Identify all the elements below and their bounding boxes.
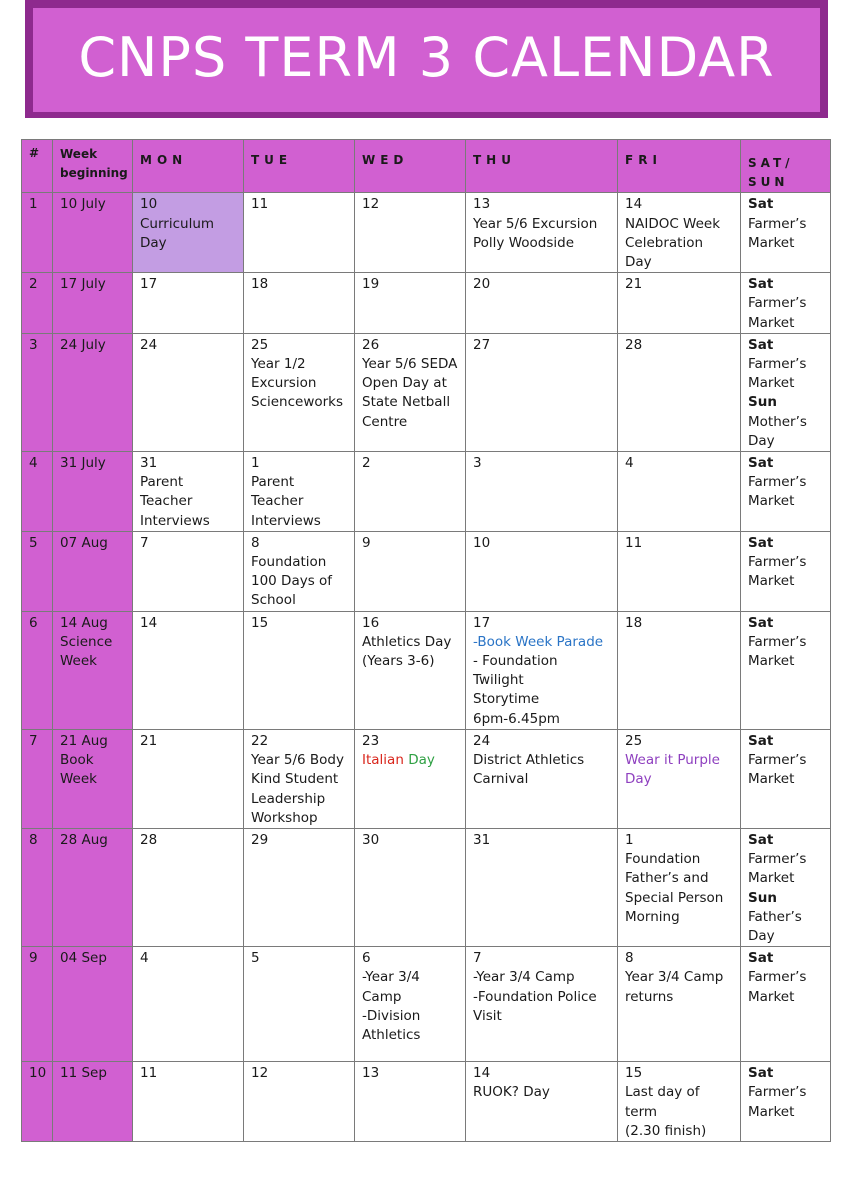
date-number: 13 <box>362 1065 380 1082</box>
event-line: Market <box>748 1103 795 1120</box>
event-line: Market <box>748 573 795 590</box>
event-line: Farmer’s <box>748 295 807 312</box>
event-line: Carnival <box>473 771 529 788</box>
event-line: Athletics Day <box>362 633 452 650</box>
day-cell-mon <box>133 828 244 946</box>
header-week-beginning <box>53 140 133 193</box>
date-number: 24 <box>140 336 158 353</box>
date-number: 11 <box>140 1065 158 1082</box>
event-line: Market <box>748 988 795 1005</box>
date-number: 25 <box>625 732 643 749</box>
header-week-line2: beginning <box>60 166 128 181</box>
event-line: 6pm-6.45pm <box>473 710 560 727</box>
event-line: Last day of term <box>625 1084 700 1120</box>
event-line: District Athletics <box>473 752 585 769</box>
day-cell-fri <box>618 828 741 946</box>
day-cell-tue <box>244 193 355 273</box>
weekend-day-label: Sat <box>748 276 774 293</box>
day-cell-fri <box>618 193 741 273</box>
week-number: 5 <box>22 531 53 611</box>
date-number: 1 <box>251 455 260 472</box>
date-number: 28 <box>625 336 643 353</box>
day-cell-wed <box>355 1062 466 1142</box>
header-wed: WED <box>355 140 466 193</box>
event-line <box>362 751 458 770</box>
weekend-day-label: Sat <box>748 455 774 472</box>
date-number: 6 <box>362 950 371 967</box>
header-fri: FRI <box>618 140 741 193</box>
event-line: Farmer’s <box>748 474 807 491</box>
week-beginning-line: 28 Aug <box>60 831 108 848</box>
header-row <box>22 140 831 193</box>
week-number: 3 <box>22 333 53 451</box>
date-number: 31 <box>140 455 158 472</box>
event-line: Farmer’s <box>748 969 807 986</box>
weekend-day-label: Sat <box>748 950 774 967</box>
week-row <box>22 452 831 532</box>
date-number: 3 <box>473 455 482 472</box>
event-line: RUOK? Day <box>473 1084 550 1101</box>
day-cell-fri <box>618 729 741 828</box>
event-line: Market <box>748 493 795 510</box>
day-cell-tue <box>244 828 355 946</box>
day-cell-thu <box>466 273 618 334</box>
week-beginning <box>53 452 133 532</box>
title-banner <box>25 0 828 118</box>
day-cell-wed <box>355 947 466 1062</box>
event-line: Teacher <box>251 493 304 510</box>
event-line: Year 3/4 Camp <box>625 969 724 986</box>
event-line: Day <box>748 432 775 449</box>
week-beginning-line: 10 July <box>60 196 106 213</box>
day-cell-wed <box>355 273 466 334</box>
event-line: Farmer’s <box>748 633 807 650</box>
week-beginning-line: Week <box>60 653 97 670</box>
event-line: Storytime <box>473 691 540 708</box>
date-number: 12 <box>362 196 380 213</box>
weekend-day-label: Sun <box>748 889 777 906</box>
header-week-line1: Week <box>60 147 98 161</box>
event-line: Wear it Purple <box>625 752 720 769</box>
day-cell-weekend <box>741 531 831 611</box>
weekend-day-label: Sat <box>748 196 774 213</box>
day-cell-weekend <box>741 947 831 1062</box>
day-cell-wed <box>355 452 466 532</box>
day-cell-thu <box>466 531 618 611</box>
event-line: - Foundation Twilight <box>473 653 558 689</box>
event-line: -Book Week Parade <box>473 633 604 650</box>
week-row <box>22 273 831 334</box>
week-row <box>22 1062 831 1142</box>
event-line: Leadership <box>251 790 326 807</box>
date-number: 19 <box>362 276 380 293</box>
week-beginning <box>53 729 133 828</box>
date-number: 5 <box>251 950 260 967</box>
day-cell-weekend <box>741 193 831 273</box>
date-number: 11 <box>251 196 269 213</box>
week-number: 8 <box>22 828 53 946</box>
event-line: Market <box>748 870 795 887</box>
week-number: 7 <box>22 729 53 828</box>
week-beginning-line: Week <box>60 771 97 788</box>
event-line: Market <box>748 653 795 670</box>
day-cell-tue <box>244 333 355 451</box>
date-number: 4 <box>625 455 634 472</box>
date-number: 26 <box>362 336 380 353</box>
week-beginning <box>53 947 133 1062</box>
date-number: 31 <box>473 831 491 848</box>
day-cell-tue <box>244 729 355 828</box>
week-row <box>22 828 831 946</box>
date-number: 14 <box>625 196 643 213</box>
date-number: 9 <box>362 534 371 551</box>
date-number: 21 <box>140 732 158 749</box>
event-line: Market <box>748 375 795 392</box>
event-word-day: Day <box>408 752 435 769</box>
event-line: Market <box>748 771 795 788</box>
week-beginning-line: Science <box>60 633 113 650</box>
week-beginning-line: 11 Sep <box>60 1065 107 1082</box>
week-number: 9 <box>22 947 53 1062</box>
date-number: 22 <box>251 732 269 749</box>
day-cell-thu <box>466 828 618 946</box>
event-line: Centre <box>362 413 408 430</box>
event-line: Interviews <box>140 512 210 529</box>
day-cell-fri <box>618 947 741 1062</box>
event-line: Open Day at <box>362 375 447 392</box>
date-number: 15 <box>251 614 269 631</box>
week-row <box>22 333 831 451</box>
header-sun: SUN <box>748 175 789 190</box>
event-line: Day <box>748 927 775 944</box>
week-number: 1 <box>22 193 53 273</box>
event-line: Morning <box>625 908 680 925</box>
event-line: Day <box>625 771 652 788</box>
date-number: 13 <box>473 196 491 213</box>
day-cell-thu <box>466 1062 618 1142</box>
day-cell-thu <box>466 333 618 451</box>
day-cell-mon <box>133 193 244 273</box>
event-line: Scienceworks <box>251 394 344 411</box>
event-line: Athletics <box>362 1026 421 1043</box>
week-beginning-line: 14 Aug <box>60 614 108 631</box>
week-row <box>22 531 831 611</box>
day-cell-fri <box>618 1062 741 1142</box>
date-number: 10 <box>473 534 491 551</box>
day-cell-thu <box>466 611 618 729</box>
day-cell-mon <box>133 1062 244 1142</box>
date-number: 16 <box>362 614 380 631</box>
event-line: Year 5/6 Body <box>251 752 344 769</box>
week-row <box>22 193 831 273</box>
week-beginning <box>53 1062 133 1142</box>
calendar-body <box>22 193 831 1142</box>
event-line: Foundation <box>625 851 701 868</box>
day-cell-thu <box>466 452 618 532</box>
date-number: 17 <box>140 276 158 293</box>
week-row <box>22 947 831 1062</box>
header-thu: THU <box>466 140 618 193</box>
event-line: (2.30 finish) <box>625 1122 707 1139</box>
event-line: Day <box>140 234 167 251</box>
day-cell-wed <box>355 193 466 273</box>
date-number: 1 <box>625 831 634 848</box>
date-number: 8 <box>251 534 260 551</box>
title-banner-inner <box>33 8 820 112</box>
day-cell-mon <box>133 947 244 1062</box>
date-number: 11 <box>625 534 643 551</box>
week-beginning <box>53 531 133 611</box>
day-cell-tue <box>244 947 355 1062</box>
day-cell-weekend <box>741 333 831 451</box>
event-line: -Foundation Police <box>473 988 597 1005</box>
event-line: State Netball <box>362 394 451 411</box>
date-number: 12 <box>251 1065 269 1082</box>
day-cell-weekend <box>741 273 831 334</box>
event-line: 100 Days of <box>251 573 333 590</box>
header-tue: TUE <box>244 140 355 193</box>
week-row <box>22 611 831 729</box>
date-number: 4 <box>140 950 149 967</box>
event-line: Parent <box>251 474 295 491</box>
weekend-day-label: Sat <box>748 534 774 551</box>
week-beginning-line: 21 Aug <box>60 732 108 749</box>
weekend-day-label: Sat <box>748 732 774 749</box>
day-cell-wed <box>355 828 466 946</box>
day-cell-tue <box>244 1062 355 1142</box>
event-line: Father’s <box>748 908 802 925</box>
day-cell-mon <box>133 531 244 611</box>
day-cell-mon <box>133 333 244 451</box>
date-number: 21 <box>625 276 643 293</box>
week-beginning <box>53 333 133 451</box>
date-number: 7 <box>473 950 482 967</box>
event-line: Market <box>748 314 795 331</box>
date-number: 28 <box>140 831 158 848</box>
date-number: 7 <box>140 534 149 551</box>
day-cell-weekend <box>741 452 831 532</box>
event-line: Teacher <box>140 493 193 510</box>
week-beginning-line: 04 Sep <box>60 950 107 967</box>
event-line: Mother’s <box>748 413 807 430</box>
header-mon: MON <box>133 140 244 193</box>
day-cell-weekend <box>741 729 831 828</box>
event-line: Year 5/6 SEDA <box>362 356 458 373</box>
week-beginning <box>53 828 133 946</box>
week-beginning-line: 24 July <box>60 336 106 353</box>
event-line: Workshop <box>251 809 318 826</box>
term-calendar-table <box>21 139 831 1142</box>
event-line: Celebration Day <box>625 234 704 271</box>
event-line: Year 1/2 <box>251 356 306 373</box>
event-line: -Year 3/4 <box>362 969 420 986</box>
event-line: Foundation <box>251 554 327 571</box>
day-cell-weekend <box>741 611 831 729</box>
event-line: Camp <box>362 988 402 1005</box>
event-line: Year 5/6 Excursion <box>473 215 598 232</box>
week-beginning-line: 17 July <box>60 276 106 293</box>
weekend-day-label: Sat <box>748 831 774 848</box>
day-cell-wed <box>355 333 466 451</box>
week-beginning <box>53 611 133 729</box>
date-number: 18 <box>625 614 643 631</box>
event-line: returns <box>625 988 674 1005</box>
date-number: 29 <box>251 831 269 848</box>
date-number: 18 <box>251 276 269 293</box>
weekend-day-label: Sat <box>748 1065 774 1082</box>
event-line: Farmer’s <box>748 356 807 373</box>
event-line: -Division <box>362 1007 421 1024</box>
page-title: CNPS TERM 3 CALENDAR <box>78 25 775 89</box>
day-cell-thu <box>466 947 618 1062</box>
week-beginning-line: Book <box>60 752 94 769</box>
event-line: Visit <box>473 1007 502 1024</box>
date-number: 20 <box>473 276 491 293</box>
week-beginning-line: 07 Aug <box>60 534 108 551</box>
date-number: 17 <box>473 614 491 631</box>
event-line: Parent <box>140 474 184 491</box>
day-cell-weekend <box>741 828 831 946</box>
day-cell-wed <box>355 531 466 611</box>
day-cell-tue <box>244 452 355 532</box>
event-line: Kind Student <box>251 771 339 788</box>
event-line: Father’s and <box>625 870 709 887</box>
event-line: Curriculum <box>140 215 215 232</box>
week-row <box>22 729 831 828</box>
event-line: NAIDOC Week <box>625 215 721 232</box>
day-cell-thu <box>466 193 618 273</box>
day-cell-thu <box>466 729 618 828</box>
date-number: 27 <box>473 336 491 353</box>
day-cell-mon <box>133 273 244 334</box>
date-number: 23 <box>362 732 380 749</box>
day-cell-tue <box>244 611 355 729</box>
week-beginning <box>53 193 133 273</box>
date-number: 10 <box>140 196 158 213</box>
event-word-italian: Italian <box>362 752 404 769</box>
event-line: Farmer’s <box>748 554 807 571</box>
day-cell-fri <box>618 531 741 611</box>
day-cell-fri <box>618 611 741 729</box>
event-line: Farmer’s <box>748 215 807 232</box>
day-cell-tue <box>244 531 355 611</box>
week-beginning-line: 31 July <box>60 455 106 472</box>
date-number: 30 <box>362 831 380 848</box>
day-cell-wed <box>355 611 466 729</box>
week-number: 2 <box>22 273 53 334</box>
weekend-day-label: Sat <box>748 336 774 353</box>
header-number: # <box>22 140 53 193</box>
day-cell-wed <box>355 729 466 828</box>
date-number: 15 <box>625 1065 643 1082</box>
day-cell-fri <box>618 273 741 334</box>
weekend-day-label: Sat <box>748 614 774 631</box>
weekend-day-label: Sun <box>748 394 777 411</box>
day-cell-weekend <box>741 1062 831 1142</box>
event-line: Polly Woodside <box>473 234 575 251</box>
day-cell-mon <box>133 611 244 729</box>
day-cell-mon <box>133 452 244 532</box>
header-sat-sun <box>741 140 831 193</box>
date-number: 14 <box>473 1065 491 1082</box>
date-number: 2 <box>362 455 371 472</box>
day-cell-fri <box>618 452 741 532</box>
event-line: School <box>251 592 296 609</box>
day-cell-tue <box>244 273 355 334</box>
week-number: 6 <box>22 611 53 729</box>
event-line: Special Person <box>625 889 724 906</box>
event-line: Excursion <box>251 375 317 392</box>
week-number: 10 <box>22 1062 53 1142</box>
day-cell-mon <box>133 729 244 828</box>
date-number: 8 <box>625 950 634 967</box>
day-cell-fri <box>618 333 741 451</box>
event-line: -Year 3/4 Camp <box>473 969 575 986</box>
event-line: (Years 3-6) <box>362 653 435 670</box>
week-number: 4 <box>22 452 53 532</box>
date-number: 25 <box>251 336 269 353</box>
event-line: Farmer’s <box>748 752 807 769</box>
event-line: Farmer’s <box>748 851 807 868</box>
date-number: 24 <box>473 732 491 749</box>
event-line: Market <box>748 234 795 251</box>
event-line: Farmer’s <box>748 1084 807 1101</box>
date-number: 14 <box>140 614 158 631</box>
week-beginning <box>53 273 133 334</box>
header-sat: SAT/ <box>748 156 794 170</box>
event-line: Interviews <box>251 512 321 529</box>
